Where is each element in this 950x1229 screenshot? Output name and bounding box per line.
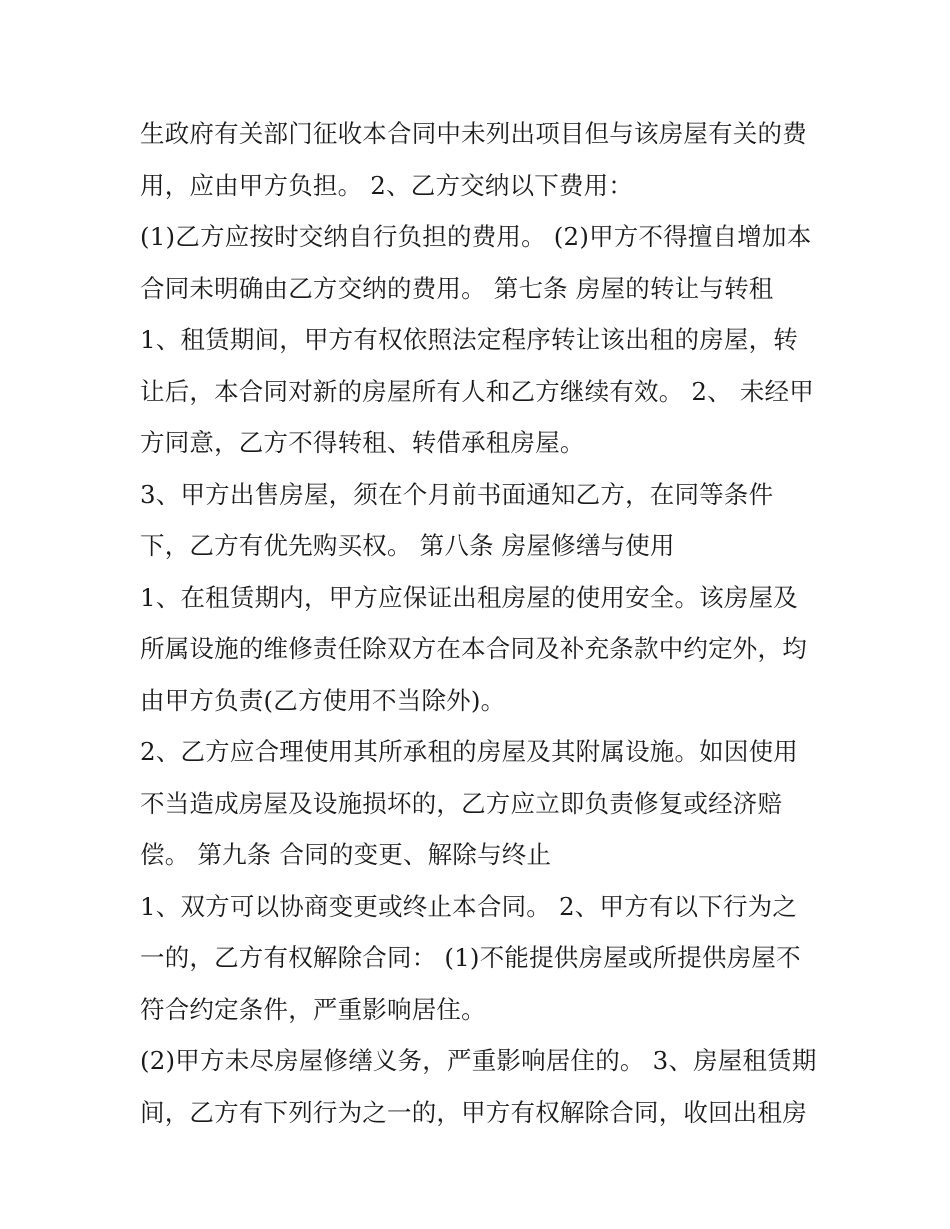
text-line: 符合约定条件，严重影响居住。 bbox=[140, 994, 486, 1024]
text-line: 生政府有关部门征收本合同中未列出项目但与该房屋有关的费 bbox=[140, 119, 807, 148]
text-line: 一的，乙方有权解除合同： (1)不能提供房屋或所提供房屋不 bbox=[140, 943, 801, 972]
text-line: 所属设施的维修责任除双方在本合同及补充条款中约定外，均 bbox=[140, 634, 807, 663]
text-line: 用，应由甲方负担。 2、乙方交纳以下费用： bbox=[140, 170, 634, 200]
text-line: (2)甲方未尽房屋修缮义务，严重影响居住的。 3、房屋租赁期 bbox=[140, 1046, 817, 1075]
text-line: 1、在租赁期内，甲方应保证出租房屋的使用安全。该房屋及 bbox=[140, 582, 798, 612]
text-line: 合同未明确由乙方交纳的费用。 第七条 房屋的转让与转租 bbox=[140, 273, 774, 303]
text-line: 由甲方负责(乙方使用不当除外)。 bbox=[140, 685, 506, 715]
text-line: 2、乙方应合理使用其所承租的房屋及其附属设施。如因使用 bbox=[140, 737, 798, 766]
text-line: (1)乙方应按时交纳自行负担的费用。 (2)甲方不得擅自增加本 bbox=[140, 222, 812, 251]
text-line: 让后，本合同对新的房屋所有人和乙方继续有效。 2、 未经甲 bbox=[140, 376, 814, 406]
contract-text-body bbox=[140, 108, 820, 1138]
text-line: 方同意，乙方不得转租、转借承租房屋。 bbox=[140, 428, 585, 457]
text-line: 不当造成房屋及设施损坏的，乙方应立即负责修复或经济赔 bbox=[140, 788, 783, 818]
text-line: 1、双方可以协商变更或终止本合同。 2、甲方有以下行为之 bbox=[140, 891, 798, 921]
text-line: 1、租赁期间，甲方有权依照法定程序转让该出租的房屋，转 bbox=[140, 325, 798, 354]
text-line: 3、甲方出售房屋，须在个月前书面通知乙方，在同等条件 bbox=[140, 479, 774, 509]
text-line: 间，乙方有下列行为之一的，甲方有权解除合同，收回出租房 bbox=[140, 1097, 807, 1127]
text-line: 下，乙方有优先购买权。 第八条 房屋修缮与使用 bbox=[140, 531, 675, 560]
text-line: 偿。 第九条 合同的变更、解除与终止 bbox=[140, 840, 552, 869]
